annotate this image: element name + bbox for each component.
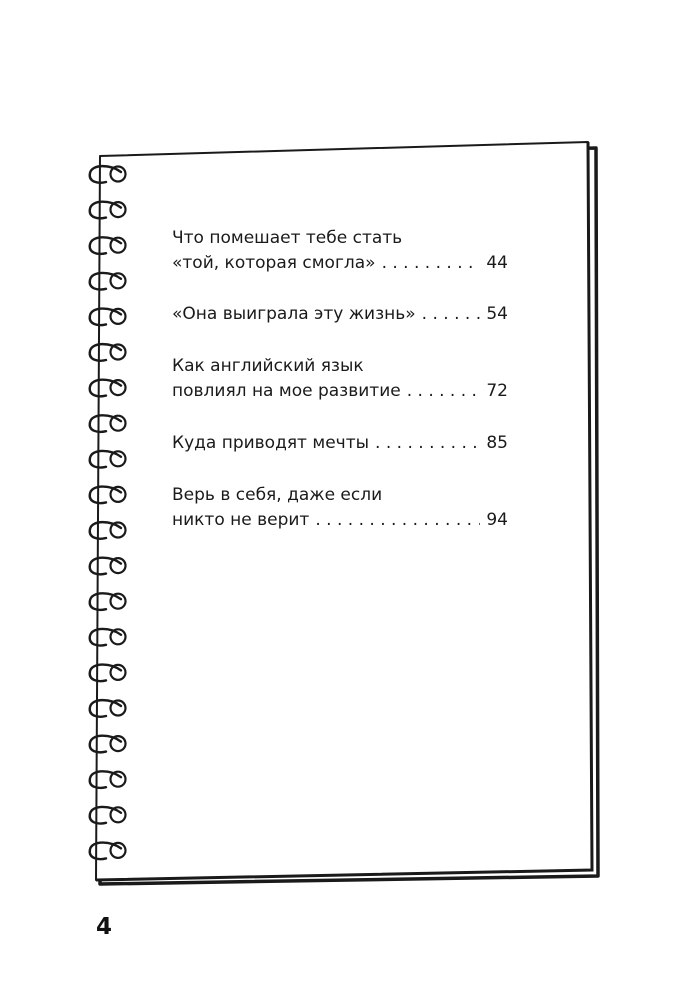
toc-entry-line-with-page (172, 302, 508, 327)
toc-entry-title: Куда приводят мечты (172, 433, 370, 453)
page-number: 4 (96, 914, 113, 940)
toc-page-number: 44 (486, 253, 508, 273)
toc-entry-title: Верь в себя, даже если (172, 485, 383, 505)
dot-leader (375, 431, 480, 456)
toc-entry-title: никто не верит (172, 510, 310, 530)
toc-entry-title: «той, которая смогла» (172, 253, 376, 273)
toc-page-number: 72 (486, 381, 508, 401)
toc-entry[interactable] (172, 226, 508, 276)
toc-entry-line (172, 226, 508, 251)
toc-entry-title: Как английский язык (172, 356, 364, 376)
toc-entry-title: Что помешает тебе стать (172, 228, 403, 248)
toc-entry[interactable] (172, 483, 508, 533)
toc-entry-title: «Она выиграла эту жизнь» (172, 304, 416, 324)
toc-entry-line-with-page (172, 251, 508, 276)
toc-entry-line-with-page (172, 508, 508, 533)
toc-entry-line-with-page (172, 379, 508, 404)
dot-leader (382, 251, 481, 276)
toc-entry-line (172, 354, 508, 379)
toc-entry-line (172, 483, 508, 508)
toc-entry[interactable] (172, 354, 508, 404)
toc-entry[interactable] (172, 302, 508, 327)
toc-page-number: 94 (486, 510, 508, 530)
toc-entry[interactable] (172, 431, 508, 456)
toc-entry-line-with-page (172, 431, 508, 456)
toc-page-number: 85 (486, 433, 508, 453)
toc-entry-title: повлиял на мое развитие (172, 381, 401, 401)
table-of-contents (172, 226, 508, 560)
toc-page-number: 54 (486, 304, 508, 324)
dot-leader (407, 379, 481, 404)
dot-leader (315, 508, 480, 533)
dot-leader (422, 302, 481, 327)
